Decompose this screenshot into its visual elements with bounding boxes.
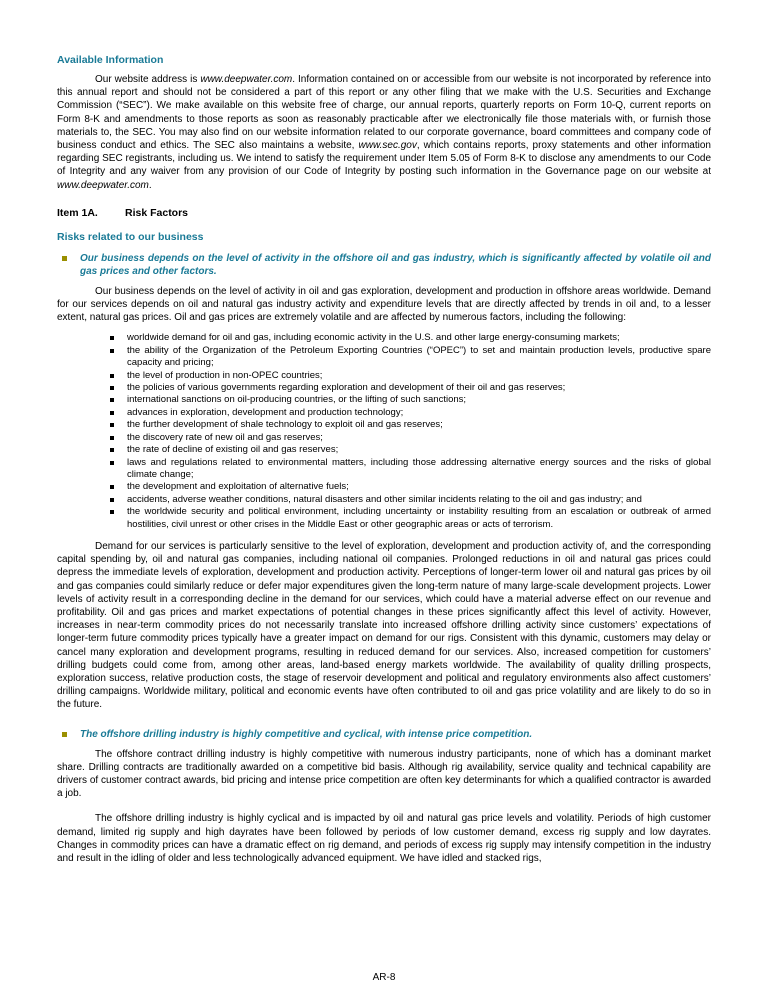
list-item	[110, 332, 711, 344]
list-item-text: the policies of various governments regarding exploration and development of their oil and gas reserves;	[127, 382, 566, 394]
list-item	[110, 419, 711, 431]
risks-section-heading: Risks related to our business	[57, 230, 204, 243]
list-item	[110, 394, 711, 406]
list-item-text: the development and exploitation of alternative fuels;	[127, 481, 349, 493]
list-item-text: the further development of shale technology to exploit oil and gas reserves;	[127, 419, 443, 431]
oil-gas-factors-list	[110, 332, 711, 531]
list-item-text: worldwide demand for oil and gas, including economic activity in the U.S. and other large energy-consuming markets;	[127, 332, 620, 344]
available-information-paragraph: Our website address is www.deepwater.com. Information contained on or accessible from our website is not incorporated by reference into this annual report and should not be considered a part of this report or any other filing that we make with the U.S. Securities and Exchange Commission (“SEC”). We make available on this website free of charge, our annual reports, quarterly reports on Form 10-Q, current reports on Form 8-K and amendments to those reports as soon as reasonably practicable after we electronically file those materials with, or furnish those materials to, the SEC. You may also find on our website information related to our corporate governance, board committees and company code of business conduct and ethics. The SEC also maintains a website, www.sec.gov, which contains reports, proxy statements and other information regarding SEC registrants, including us. We intend to satisfy the requirement under Item 5.05 of Form 8-K to disclose any amendments to our Code of Integrity and any waiver from any provision of our Code of Integrity by posting such information in the Governance page on our website at www.deepwater.com.	[57, 74, 711, 191]
list-item-text: advances in exploration, development and production technology;	[127, 406, 404, 418]
risk-factor-heading-1-text: Our business depends on the level of activity in the offshore oil and gas industry, which is significantly affected by volatile oil and gas prices and other factors.	[80, 252, 711, 277]
square-bullet-icon	[110, 386, 114, 390]
page-number: AR-8	[372, 972, 396, 983]
list-item	[110, 432, 711, 444]
list-item	[110, 444, 711, 456]
list-item-text: the discovery rate of new oil and gas reserves;	[127, 431, 323, 443]
square-bullet-icon	[110, 485, 114, 489]
list-item	[110, 382, 711, 394]
square-bullet-icon	[110, 411, 114, 415]
risk-factor-heading-2	[57, 728, 711, 741]
risk2-paragraph-1: The offshore contract drilling industry is highly competitive with numerous industry participants, none of which has a dominant market share. Drilling contracts are traditionally awarded on a competitive bid basis. Although rig availability, service quality and technical capability are drivers of customer contract awards, bid pricing and intense price competition are often key determinants for which a qualified contractor is awarded a job.	[57, 748, 711, 800]
list-item	[110, 407, 711, 419]
item-1a-heading	[57, 207, 711, 219]
item-1a-title: Risk Factors	[125, 206, 189, 219]
list-item-text: the rate of decline of existing oil and gas reserves;	[127, 444, 339, 456]
square-bullet-icon	[110, 398, 114, 402]
square-bullet-icon	[110, 510, 114, 514]
available-information-heading: Available Information	[57, 54, 164, 66]
square-bullet-icon	[110, 374, 114, 378]
risk-factor-heading-2-text: The offshore drilling industry is highly competitive and cyclical, with intense price competition.	[80, 728, 533, 740]
list-item-text: laws and regulations related to environmental matters, including those addressing alternative energy sources and the risks of global climate change;	[127, 456, 711, 480]
square-bullet-icon	[110, 436, 114, 440]
item-1a-label: Item 1A.	[57, 206, 98, 219]
risk1-intro-paragraph: Our business depends on the level of activity in oil and gas exploration, development and production in offshore areas worldwide. Demand for our services depends on oil and natural gas industry activity and expenditure levels that are directly affected by trends in oil and, to a lesser extent, natural gas prices. Oil and gas prices are extremely volatile and are affected by numerous factors, including the following:	[57, 285, 711, 324]
list-item	[110, 345, 711, 370]
list-item	[110, 370, 711, 382]
square-bullet-icon	[110, 461, 114, 465]
square-bullet-icon	[62, 732, 67, 737]
square-bullet-icon	[62, 256, 67, 261]
list-item	[110, 457, 711, 482]
risk1-demand-paragraph: Demand for our services is particularly sensitive to the level of exploration, development and production activity of, and the corresponding capital spending by, oil and natural gas companies, including national oil companies. Prolonged reductions in oil and natural gas prices could depress the immediate levels of exploration, development and production activity. Perceptions of longer-term lower oil and natural gas prices by oil and gas companies could similarly reduce or defer major expenditures given the long-term nature of many large-scale development projects. Lower levels of activity result in a corresponding decline in the demand for our services, which could have a material adverse effect on our revenue and profitability. Oil and gas prices and market expectations of potential changes in these prices significantly affect this level of activity. However, increases in near-term commodity prices do not necessarily translate into increased offshore drilling activity since customers’ expectations of longer-term future commodity prices typically have a greater impact on demand for our rigs. Consistent with this dynamic, customers may delay or cancel many exploration and development programs, resulting in reduced demand for our services. Also, increased competition for customers’ drilling budgets could come from, among other areas, land-based energy markets worldwide. The availability of quality drilling prospects, exploration success, relative production costs, the stage of reservoir development and political and regulatory environments also affect customers’ drilling campaigns. Worldwide military, political and economic events have often contributed to oil and gas price volatility and are likely to do so in the future.	[57, 540, 711, 711]
list-item-text: the ability of the Organization of the Petroleum Exporting Countries (“OPEC”) to set and maintain production levels, productive spare capacity and pricing;	[127, 344, 711, 369]
list-item	[110, 506, 711, 531]
square-bullet-icon	[110, 498, 114, 502]
list-item-text: the level of production in non-OPEC countries;	[127, 369, 323, 381]
square-bullet-icon	[110, 448, 114, 452]
square-bullet-icon	[110, 423, 114, 427]
list-item-text: international sanctions on oil-producing countries, or the lifting of such sanctions;	[127, 394, 467, 406]
risk2-paragraph-2: The offshore drilling industry is highly cyclical and is impacted by oil and natural gas price levels and volatility. Periods of high customer demand, limited rig supply and high dayrates have been followed by periods of low customer demand, excess rig supply and low dayrates. Changes in commodity prices can have a dramatic effect on rig demand, and periods of excess rig supply may intensify competition in the industry and result in the idling of older and less technologically advanced equipment. We have idled and stacked rigs,	[57, 813, 711, 864]
risk-factor-heading-1	[57, 252, 711, 278]
list-item	[110, 481, 711, 493]
list-item-text: the worldwide security and political environment, including uncertainty or instability resulting from an escalation or outbreak of armed hostilities, civil unrest or other crises in the Middle East or other geographic areas or acts of terrorism.	[127, 506, 711, 530]
list-item-text: accidents, adverse weather conditions, natural disasters and other similar incidents relating to the oil and gas industry; and	[127, 493, 642, 505]
square-bullet-icon	[110, 336, 114, 340]
list-item	[110, 494, 711, 506]
square-bullet-icon	[110, 349, 114, 353]
